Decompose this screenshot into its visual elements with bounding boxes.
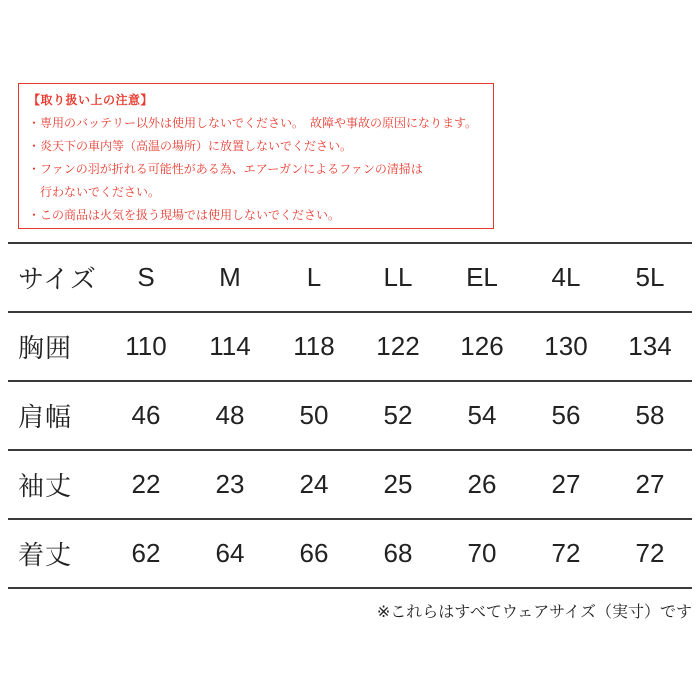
table-cell: 48 xyxy=(215,400,245,430)
table-row-chest xyxy=(8,311,692,380)
footnote: ※これらはすべてウェアサイズ（実寸）です xyxy=(376,604,692,621)
table-cell: 62 xyxy=(131,538,161,568)
table-row-shoulder xyxy=(8,380,692,449)
table-cell: 66 xyxy=(299,538,329,568)
notice-title: 【取り扱い上の注意】 xyxy=(28,93,154,107)
notice-line: ・ファンの羽が折れる可能性がある為、エアーガンによるファンの清掃は xyxy=(28,162,423,176)
row-label: 胸囲 xyxy=(18,333,73,363)
table-cell: 50 xyxy=(299,400,329,430)
table-cell: 68 xyxy=(383,538,413,568)
table-cell: 122 xyxy=(376,331,420,361)
table-header-row xyxy=(8,242,692,311)
table-row-length xyxy=(8,518,692,587)
row-label: 袖丈 xyxy=(18,471,73,501)
notice-line: ・この商品は火気を扱う現場では使用しないでください。 xyxy=(28,208,341,222)
size-column-header: 5L xyxy=(635,262,665,292)
table-cell: 52 xyxy=(383,400,413,430)
table-cell: 26 xyxy=(467,469,497,499)
table-cell: 72 xyxy=(635,538,665,568)
table-cell: 114 xyxy=(209,331,251,361)
row-label: 着丈 xyxy=(18,540,73,570)
header-label: サイズ xyxy=(18,264,97,294)
table-cell: 134 xyxy=(628,331,672,361)
table-cell: 130 xyxy=(544,331,588,361)
table-cell: 118 xyxy=(293,331,335,361)
row-label: 肩幅 xyxy=(18,402,73,432)
table-cell: 58 xyxy=(635,400,665,430)
table-cell: 25 xyxy=(383,469,413,499)
table-row-sleeve xyxy=(8,449,692,518)
table-cell: 23 xyxy=(215,469,245,499)
table-cell: 54 xyxy=(467,400,497,430)
table-cell: 72 xyxy=(551,538,581,568)
size-column-header: LL xyxy=(383,262,413,292)
size-column-header: M xyxy=(219,262,241,292)
table-cell: 27 xyxy=(551,469,581,499)
size-column-header: S xyxy=(137,262,155,292)
notice-line: ・専用のバッテリー以外は使用しないでください。 故障や事故の原因になります。 xyxy=(28,116,478,130)
size-column-header: 4L xyxy=(551,262,581,292)
size-column-header: EL xyxy=(466,262,498,292)
table-cell: 70 xyxy=(467,538,497,568)
notice-line: ・炎天下の車内等（高温の場所）に放置しないでください。 xyxy=(28,139,353,153)
table-cell: 27 xyxy=(635,469,665,499)
table-cell: 22 xyxy=(131,469,161,499)
table-cell: 64 xyxy=(215,538,245,568)
size-column-header: L xyxy=(306,262,322,292)
table-cell: 110 xyxy=(125,331,167,361)
table-cell: 24 xyxy=(299,469,329,499)
handling-notice-box xyxy=(18,83,494,229)
table-cell: 46 xyxy=(131,400,161,430)
table-cell: 56 xyxy=(551,400,581,430)
size-chart-table xyxy=(8,242,692,589)
notice-line: 行わないでください。 xyxy=(28,185,161,199)
table-cell: 126 xyxy=(460,331,504,361)
